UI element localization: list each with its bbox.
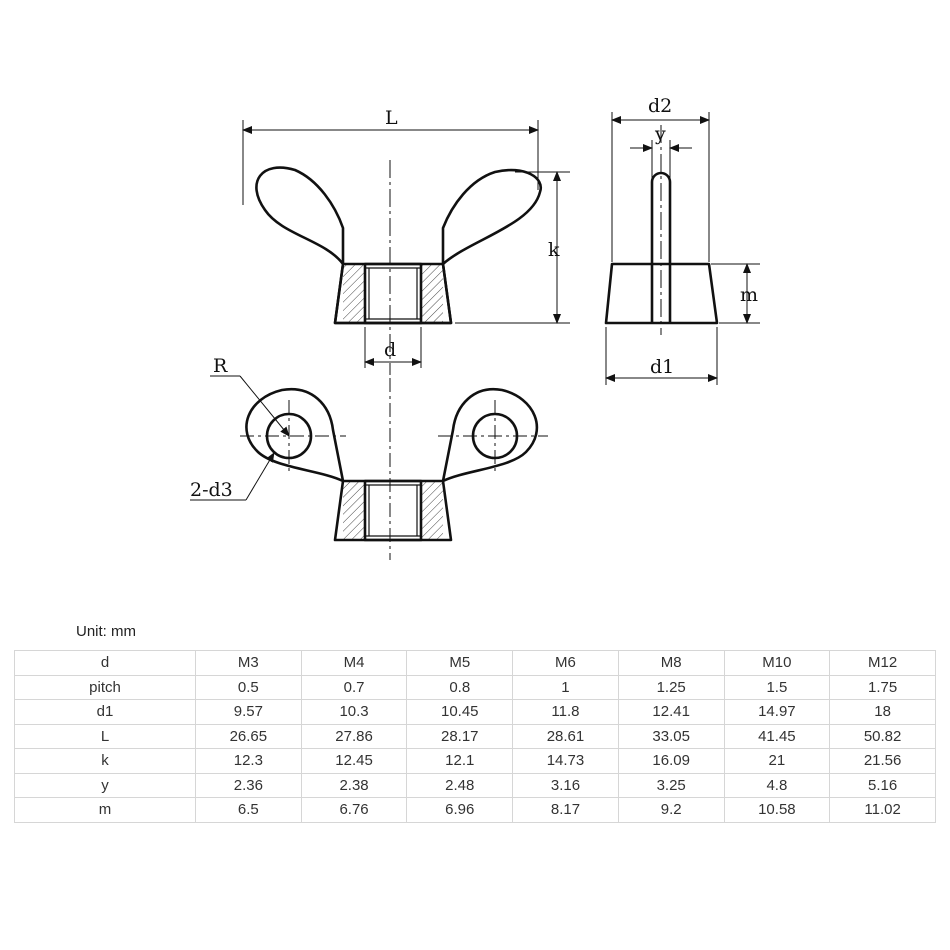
table-cell: 27.86 <box>301 724 407 749</box>
table-cell: 18 <box>830 700 936 725</box>
table-cell: 9.57 <box>196 700 302 725</box>
row-label: d1 <box>15 700 196 725</box>
size-header: M5 <box>407 651 513 676</box>
table-cell: 12.45 <box>301 749 407 774</box>
table-cell: 10.45 <box>407 700 513 725</box>
label-k: k <box>548 239 560 261</box>
table-cell: 4.8 <box>724 773 830 798</box>
table-cell: 6.96 <box>407 798 513 823</box>
size-header: M12 <box>830 651 936 676</box>
size-header: M8 <box>618 651 724 676</box>
row-label: m <box>15 798 196 823</box>
table-cell: 5.16 <box>830 773 936 798</box>
label-R: R <box>213 355 228 377</box>
front-thread-bore <box>365 264 421 323</box>
table-cell: 0.8 <box>407 675 513 700</box>
table-cell: 16.09 <box>618 749 724 774</box>
bottom-view <box>246 389 536 540</box>
table-cell: 50.82 <box>830 724 936 749</box>
table-cell: 1.5 <box>724 675 830 700</box>
table-row <box>15 675 936 700</box>
table-row <box>15 700 936 725</box>
table-row <box>15 749 936 774</box>
table-cell: 14.97 <box>724 700 830 725</box>
label-d1: d1 <box>650 356 675 378</box>
table-cell: 0.5 <box>196 675 302 700</box>
bottom-centerlines <box>240 378 548 560</box>
table-cell: 2.48 <box>407 773 513 798</box>
unit-label: Unit: mm <box>76 623 136 640</box>
row-label: pitch <box>15 675 196 700</box>
table-cell: 10.3 <box>301 700 407 725</box>
label-m: m <box>740 284 759 306</box>
table-row <box>15 798 936 823</box>
size-header: M10 <box>724 651 830 676</box>
table-cell: 11.02 <box>830 798 936 823</box>
table-row <box>15 773 936 798</box>
size-header: M4 <box>301 651 407 676</box>
front-view-outline <box>256 168 540 323</box>
table-cell: 21.56 <box>830 749 936 774</box>
table-cell: 14.73 <box>513 749 619 774</box>
table-cell: 12.1 <box>407 749 513 774</box>
table-cell: 2.38 <box>301 773 407 798</box>
table-cell: 10.58 <box>724 798 830 823</box>
front-hub-left-hatch <box>343 264 365 323</box>
table-cell: 2.36 <box>196 773 302 798</box>
bottom-thread-bore <box>365 481 421 540</box>
table-cell: 21 <box>724 749 830 774</box>
row-label: y <box>15 773 196 798</box>
table-header-row <box>15 651 936 676</box>
table-cell: 0.7 <box>301 675 407 700</box>
table-cell: 8.17 <box>513 798 619 823</box>
table-cell: 6.5 <box>196 798 302 823</box>
header-label: d <box>15 651 196 676</box>
label-2-d3: 2-d3 <box>190 479 233 501</box>
table-cell: 41.45 <box>724 724 830 749</box>
table-cell: 28.61 <box>513 724 619 749</box>
table-cell: 1.25 <box>618 675 724 700</box>
label-d: d <box>384 339 397 361</box>
table-cell: 6.76 <box>301 798 407 823</box>
size-header: M6 <box>513 651 619 676</box>
table-cell: 26.65 <box>196 724 302 749</box>
bottom-hub-left-hatch <box>343 481 365 540</box>
table-row <box>15 724 936 749</box>
table-cell: 33.05 <box>618 724 724 749</box>
table-cell: 9.2 <box>618 798 724 823</box>
front-hub-right-hatch <box>421 264 443 323</box>
size-header: M3 <box>196 651 302 676</box>
label-y: y <box>655 123 666 145</box>
front-view <box>256 168 540 323</box>
table-cell: 12.3 <box>196 749 302 774</box>
table-cell: 12.41 <box>618 700 724 725</box>
row-label: L <box>15 724 196 749</box>
table-cell: 3.16 <box>513 773 619 798</box>
spec-table <box>14 650 936 823</box>
table-cell: 28.17 <box>407 724 513 749</box>
table-cell: 3.25 <box>618 773 724 798</box>
bottom-view-outline <box>246 389 536 481</box>
leader-R <box>210 376 289 436</box>
label-d2: d2 <box>648 95 673 117</box>
row-label: k <box>15 749 196 774</box>
table-cell: 1 <box>513 675 619 700</box>
table-cell: 11.8 <box>513 700 619 725</box>
table-cell: 1.75 <box>830 675 936 700</box>
label-L: L <box>385 107 398 129</box>
bottom-hub-right-hatch <box>421 481 443 540</box>
